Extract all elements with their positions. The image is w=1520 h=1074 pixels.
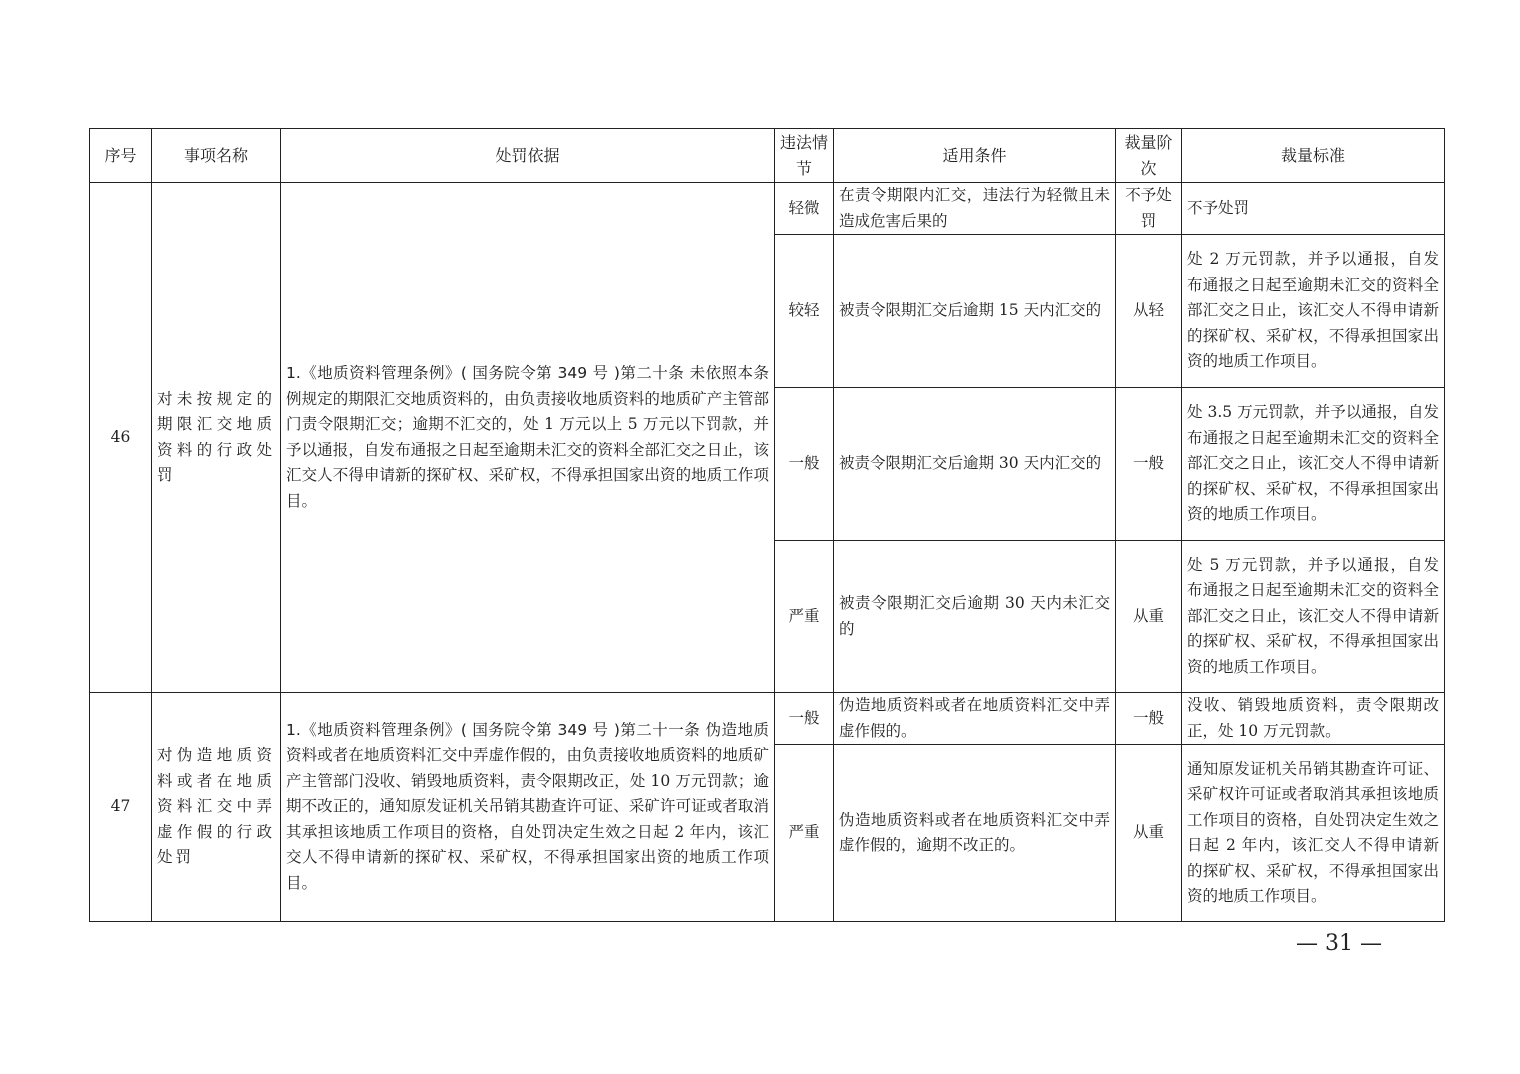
- standard-cell: 不予处罚: [1182, 183, 1445, 235]
- entry-seq: 47: [90, 693, 152, 922]
- circumstance-cell: 一般: [775, 388, 834, 541]
- standard-cell: 处 3.5 万元罚款，并予以通报，自发布通报之日起至逾期未汇交的资料全部汇交之日止，该汇交人不得申请新的探矿权、采矿权，不得承担国家出资的地质工作项目。: [1182, 388, 1445, 541]
- basis-heading: 1.《地质资料管理条例》( 国务院令第 349 号 )第二十条: [286, 364, 685, 382]
- condition-cell: 被责令限期汇交后逾期 30 天内未汇交的: [834, 541, 1116, 693]
- header-basis: 处罚依据: [281, 129, 775, 183]
- header-standard: 裁量标准: [1182, 129, 1445, 183]
- level-cell: 一般: [1116, 388, 1182, 541]
- entry-seq: 46: [90, 183, 152, 693]
- standard-cell: 没收、销毁地质资料，责令限期改正，处 10 万元罚款。: [1182, 693, 1445, 745]
- circumstance-cell: 严重: [775, 541, 834, 693]
- basis-body: 未依照本条例规定的期限汇交地质资料的，由负责接收地质资料的地质矿产主管部门责令限期汇交；逾期不汇交的，处 1 万元以上 5 万元以下罚款，并予以通报，自发布通报之日起至逾期未汇交的资料全部汇交之日止，该汇交人不得申请新的探矿权、采矿权，不得承担国家出资的地质工作项目。: [286, 364, 769, 510]
- table-row: [90, 183, 1445, 235]
- circumstance-cell: 严重: [775, 745, 834, 922]
- standard-cell: 处 5 万元罚款，并予以通报，自发布通报之日起至逾期未汇交的资料全部汇交之日止，该汇交人不得申请新的探矿权、采矿权，不得承担国家出资的地质工作项目。: [1182, 541, 1445, 693]
- basis-heading: 1.《地质资料管理条例》( 国务院令第 349 号 )第二十一条: [286, 720, 701, 739]
- table-row: [90, 693, 1445, 745]
- level-cell: 从重: [1116, 745, 1182, 922]
- level-cell: 不予处罚: [1116, 183, 1182, 235]
- table-header-row: [90, 129, 1445, 183]
- level-cell: 从重: [1116, 541, 1182, 693]
- condition-cell: 被责令限期汇交后逾期 30 天内汇交的: [834, 388, 1116, 541]
- entry-item-name: 对未按规定的期限汇交地质资料的行政处罚: [152, 183, 281, 693]
- page-number: — 31 —: [1296, 931, 1382, 956]
- header-circumstance: 违法情节: [775, 129, 834, 183]
- basis-body: 伪造地质资料或者在地质资料汇交中弄虚作假的，由负责接收地质资料的地质矿产主管部门没收、销毁地质资料，责令限期改正，处 10 万元罚款；逾期不改正的，通知原发证机关吊销其勘查许可证、采矿许可证或者取消其承担该地质工作项目的资格，自处罚决定生效之日起 2 年内，该汇交人不得申请新的探矿权、采矿权，不得承担国家出资的地质工作项目。: [286, 720, 769, 892]
- condition-cell: 被责令限期汇交后逾期 15 天内汇交的: [834, 235, 1116, 388]
- level-cell: 一般: [1116, 693, 1182, 745]
- header-item: 事项名称: [152, 129, 281, 183]
- condition-cell: 伪造地质资料或者在地质资料汇交中弄虚作假的。: [834, 693, 1116, 745]
- condition-cell: 在责令期限内汇交，违法行为轻微且未造成危害后果的: [834, 183, 1116, 235]
- condition-cell: 伪造地质资料或者在地质资料汇交中弄虚作假的，逾期不改正的。: [834, 745, 1116, 922]
- circumstance-cell: 轻微: [775, 183, 834, 235]
- standard-cell: 处 2 万元罚款，并予以通报，自发布通报之日起至逾期未汇交的资料全部汇交之日止，该汇交人不得申请新的探矿权、采矿权，不得承担国家出资的地质工作项目。: [1182, 235, 1445, 388]
- entry-item-name: 对伪造地质资料或者在地质资料汇交中弄虚作假的行政处罚: [152, 693, 281, 922]
- level-cell: 从轻: [1116, 235, 1182, 388]
- standard-cell: 通知原发证机关吊销其勘查许可证、采矿权许可证或者取消其承担该地质工作项目的资格，自处罚决定生效之日起 2 年内，该汇交人不得申请新的探矿权、采矿权，不得承担国家出资的地质工作项目。: [1182, 745, 1445, 922]
- header-seq: 序号: [90, 129, 152, 183]
- penalty-discretion-table: [89, 128, 1445, 922]
- entry-basis: [281, 183, 775, 693]
- header-level: 裁量阶次: [1116, 129, 1182, 183]
- header-condition: 适用条件: [834, 129, 1116, 183]
- circumstance-cell: 较轻: [775, 235, 834, 388]
- entry-basis: [281, 693, 775, 922]
- circumstance-cell: 一般: [775, 693, 834, 745]
